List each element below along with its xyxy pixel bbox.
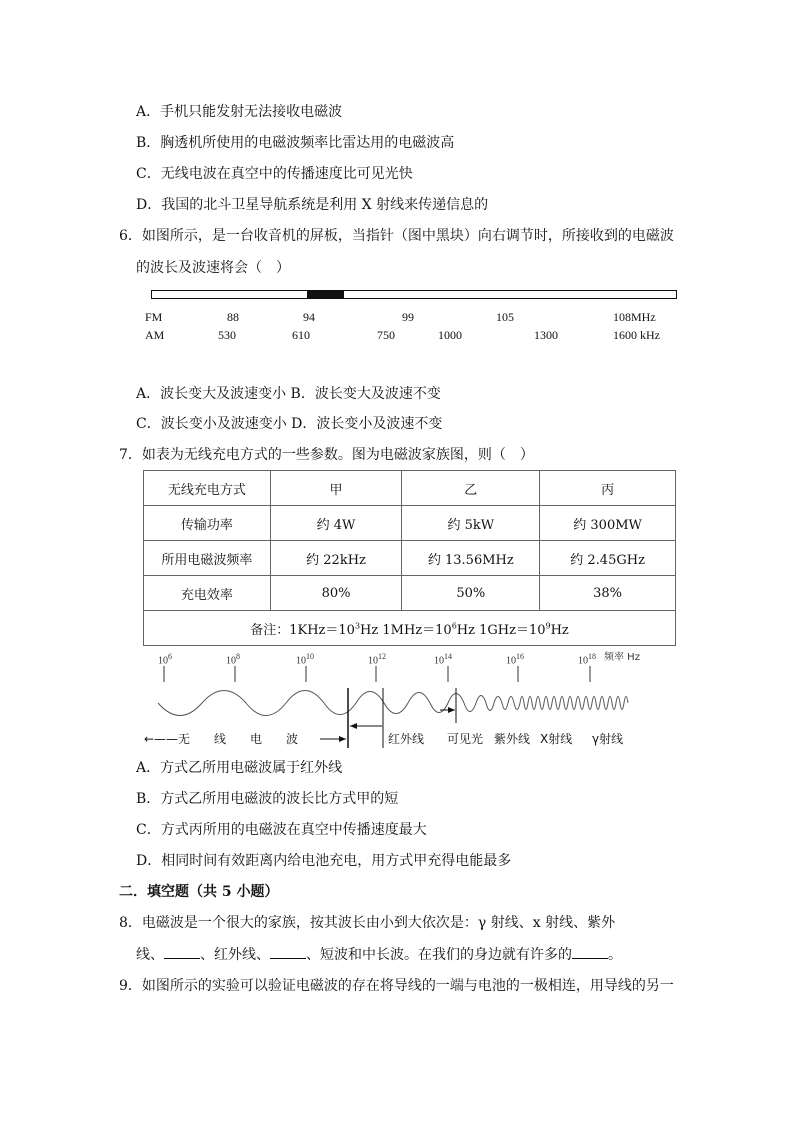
note-ghz-unit: Hz [550, 622, 569, 638]
freq-tick: $10^{16}$ [506, 652, 524, 667]
section-title: 二．填空题（共 5 小题） [119, 884, 279, 900]
infrared-label: 红外线 [388, 732, 425, 746]
q5-option-d: D．我国的北斗卫星导航系统是利用 X 射线来传递信息的 [136, 197, 489, 213]
am-tick: 1000 [438, 328, 462, 342]
fm-label: FM [145, 310, 163, 324]
freq-tick: $10^{12}$ [368, 652, 386, 667]
freq-tick: $10^6$ [158, 652, 172, 667]
note-mhz: 1MHz＝10 [382, 622, 452, 638]
fm-tick: 88 [227, 310, 239, 324]
answer-blank[interactable] [270, 944, 306, 959]
am-tick: 1300 [534, 328, 558, 342]
table-cell: 约 5kW [402, 506, 540, 541]
q8-line2 [136, 944, 622, 965]
am-tick: 750 [377, 328, 395, 342]
freq-tick: $10^8$ [226, 652, 240, 667]
em-wave [158, 691, 628, 716]
q7-option-b: B．方式乙所用电磁波的波长比方式甲的短 [136, 791, 399, 807]
note-ghz: 1GHz＝10 [479, 622, 546, 638]
q7-option-a: A．方式乙所用电磁波属于红外线 [136, 760, 343, 776]
ultraviolet-label: 紫外线 [494, 732, 531, 746]
fm-tick: 94 [303, 310, 315, 324]
table-row [144, 506, 676, 541]
fm-tick: 99 [402, 310, 414, 324]
table-row [144, 611, 676, 646]
note-prefix: 备注： [250, 622, 290, 638]
table-header-cell: 无线充电方式 [144, 471, 271, 506]
table-cell: 约 13.56MHz [402, 541, 540, 576]
note-khz: 1KHz＝10 [289, 622, 355, 638]
q8-text: 、短波和中长波。在我们的身边就有许多的 [306, 947, 572, 963]
am-label: AM [145, 328, 165, 342]
q9-stem: 9．如图所示的实验可以验证电磁波的存在将导线的一端与电池的一极相连，用导线的另一 [119, 978, 674, 994]
table-header-cell: 乙 [402, 471, 540, 506]
q6-options-cd: C．波长变小及波速变小 D．波长变小及波速不变 [136, 416, 443, 432]
q7-stem: 7．如表为无线充电方式的一些参数。图为电磁波家族图，则（ ） [119, 447, 534, 463]
table-header-cell: 甲 [270, 471, 402, 506]
q5-option-b: B．胸透机所使用的电磁波频率比雷达用的电磁波高 [136, 135, 455, 151]
q8-text: 、红外线、 [200, 947, 270, 963]
table-header-cell: 丙 [540, 471, 676, 506]
table-row [144, 576, 676, 611]
gamma-label: γ射线 [592, 732, 624, 746]
answer-blank[interactable] [164, 944, 200, 959]
dial-scale-bar [151, 290, 677, 299]
am-tick: 1600 kHz [613, 328, 660, 342]
freq-tick: $10^{18}$ [578, 652, 596, 667]
visible-light-label: 可见光 [447, 732, 484, 746]
q8-text: 。 [608, 947, 622, 963]
table-cell: 80% [270, 576, 402, 611]
table-note [144, 611, 676, 646]
table-cell: 约 2.45GHz [540, 541, 676, 576]
note-mhz-unit: Hz [456, 622, 475, 638]
freq-tick: $10^{10}$ [296, 652, 314, 667]
q7-option-d: D．相同时间有效距离内给电池充电，用方式甲充得电能最多 [136, 853, 512, 869]
am-tick: 530 [218, 328, 236, 342]
fm-tick: 105 [496, 310, 514, 324]
table-cell: 所用电磁波频率 [144, 541, 271, 576]
table-row [144, 541, 676, 576]
freq-tick: $10^{14}$ [434, 652, 452, 667]
q7-option-c: C．方式丙所用的电磁波在真空中传播速度最大 [136, 822, 427, 838]
q5-option-c: C．无线电波在真空中的传播速度比可见光快 [136, 166, 413, 182]
table-cell: 38% [540, 576, 676, 611]
note-ghz-exp: 9 [545, 621, 551, 631]
q5-option-a: A．手机只能发射无法接收电磁波 [136, 104, 343, 120]
q6-options-ab: A．波长变大及波速变小 B．波长变大及波速不变 [136, 386, 441, 402]
table-cell: 约 300MW [540, 506, 676, 541]
q6-stem-line2: 的波长及波速将会（ ） [136, 260, 290, 276]
xray-label: X射线 [540, 732, 573, 746]
table-cell: 传输功率 [144, 506, 271, 541]
freq-unit-label: 频率 Hz [604, 652, 640, 663]
note-mhz-exp: 6 [451, 621, 457, 631]
note-khz-exp: 3 [354, 621, 361, 631]
table-cell: 50% [402, 576, 540, 611]
dial-pointer [307, 290, 344, 299]
radio-wave-label: ←——无 线 电 波 [144, 732, 299, 746]
table-cell: 约 4W [270, 506, 402, 541]
table-cell: 约 22kHz [270, 541, 402, 576]
note-khz-unit: Hz [360, 622, 379, 638]
table-row [144, 471, 676, 506]
charging-params-table [143, 470, 676, 646]
q6-stem-line1: 6．如图所示，是一台收音机的屏板，当指针（图中黑块）向右调节时，所接收到的电磁波 [119, 228, 674, 244]
q8-line1: 8．电磁波是一个很大的家族，按其波长由小到大依次是：γ 射线、x 射线、紫外 [119, 915, 616, 931]
table-cell: 充电效率 [144, 576, 271, 611]
am-tick: 610 [292, 328, 310, 342]
q8-text: 线、 [136, 947, 164, 963]
fm-tick: 108MHz [613, 310, 656, 324]
answer-blank[interactable] [572, 944, 608, 959]
